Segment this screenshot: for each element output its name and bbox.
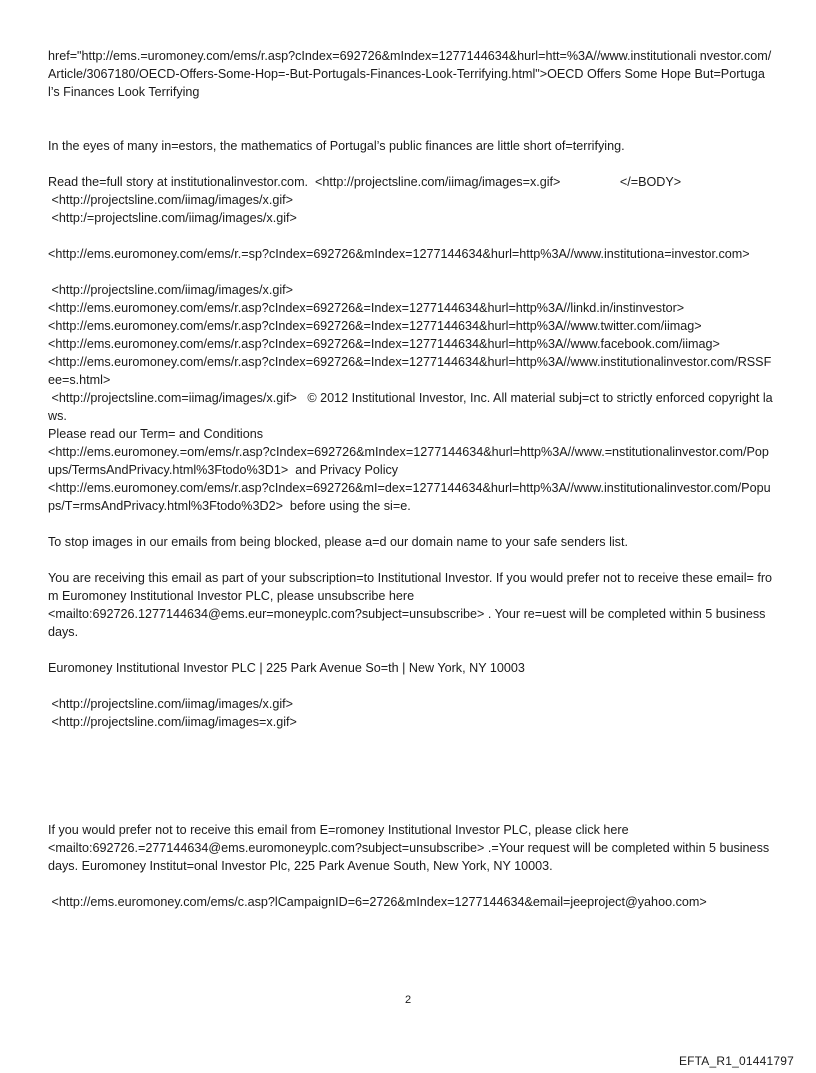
safe-senders-paragraph: To stop images in our emails from being blocked, please a=d our domain name to your safe senders list. (48, 535, 628, 549)
image-links-paragraph: <http://projectsline.com/iimag/images/x.gif> <http://projectsline.com/iimag/images=x.gif> (51, 697, 297, 729)
read-full-story-paragraph: Read the=full story at institutionalinvestor.com. <http://projectsline.com/iimag/images=x.gif> </=BODY> <http://projectsline.com/iimag/images/x.gif> <http:/=projectsline.com/iimag/images/x.gif> (48, 175, 682, 225)
unsubscribe-paragraph: If you would prefer not to receive this email from E=romoney Institutional Investor PLC, please click here <mailto:692726.=277144634@ems.euromoneyplc.com?subject=unsubscribe> .=Your request will be completed within 5 business days. Euromoney Institut=onal Investor Plc, 225 Park Avenue South, New York, NY 10003. (48, 823, 770, 873)
page-number: 2 (404, 994, 412, 1006)
campaign-link-paragraph: <http://ems.euromoney.com/ems/c.asp?lCampaignID=6=2726&mIndex=1277144634&email=jeeproject@yahoo.com> (48, 895, 707, 909)
homepage-link-paragraph: <http://ems.euromoney.com/ems/r.=sp?cIndex=692726&mIndex=1277144634&hurl=http%3A//www.institutiona=investor.com> (48, 247, 750, 261)
document-body (48, 47, 773, 911)
article-link-paragraph: href="http://ems.=uromoney.com/ems/r.asp?cIndex=692726&mIndex=1277144634&hurl=htt=%3A//www.institutionali nvestor.com/Article/3067180/OECD-Offers-Some-Hop=-But-Portugals-Finances-Look-Terrifying.html">OECD Offers Some Hope But=Portugal’s Finances Look Terrifying (48, 49, 772, 99)
address-paragraph: Euromoney Institutional Investor PLC | 225 Park Avenue So=th | New York, NY 10003 (48, 661, 525, 675)
subscription-notice-paragraph: You are receiving this email as part of your subscription=to Institutional Investor. If you would prefer not to receive these email= from Euromoney Institutional Investor PLC, please unsubscribe here <mailto:692726.1277144634@ems.eur=moneyplc.com?subject=unsubscribe> . Your re=uest will be completed within 5 business days. (48, 571, 773, 639)
social-links-paragraph: <http://projectsline.com/iimag/images/x.gif> <http://ems.euromoney.com/ems/r.asp?cIndex=692726&=Index=1277144634&hurl=http%3A//linkd.in/instinvestor> <http://ems.euromoney.com/ems/r.asp?cIndex=692726&=Index=1277144634&hurl=http%3A//www.twitter.com/iimag> <http://ems.euromoney.com/ems/r.asp?cIndex=692726&=Index=1277144634&hurl=http%3A//www.facebook.com/iimag> <http://ems.euromoney.com/ems/r.asp?cIndex=692726&=Index=1277144634&hurl=http%3A//www.institutionalinvestor.com/RSSFee=s.html> <http://projectsline.com=iimag/images/x.gif> © 2012 Institutional Investor, Inc. All material subj=ct to strictly enforced copyright laws. Please read our Term= and Conditions <http://ems.euromoney.=om/ems/r.asp?cIndex=692726&mIndex=1277144634&hurl=http%3A//www.=nstitutionalinvestor.com/Popups/TermsAndPrivacy.html%3Ftodo%3D1> and Privacy Policy <http://ems.euromoney.com/ems/r.asp?cIndex=692726&mI=dex=1277144634&hurl=http%3A//www.institutionalinvestor.com/Popups/T=rmsAndPrivacy.html%3Ftodo%3D2> before using the si=e. (48, 283, 773, 513)
article-summary-paragraph: In the eyes of many in=estors, the mathematics of Portugal’s public finances are little short of=terrifying. (48, 139, 625, 153)
bates-number: EFTA_R1_01441797 (678, 1054, 794, 1068)
